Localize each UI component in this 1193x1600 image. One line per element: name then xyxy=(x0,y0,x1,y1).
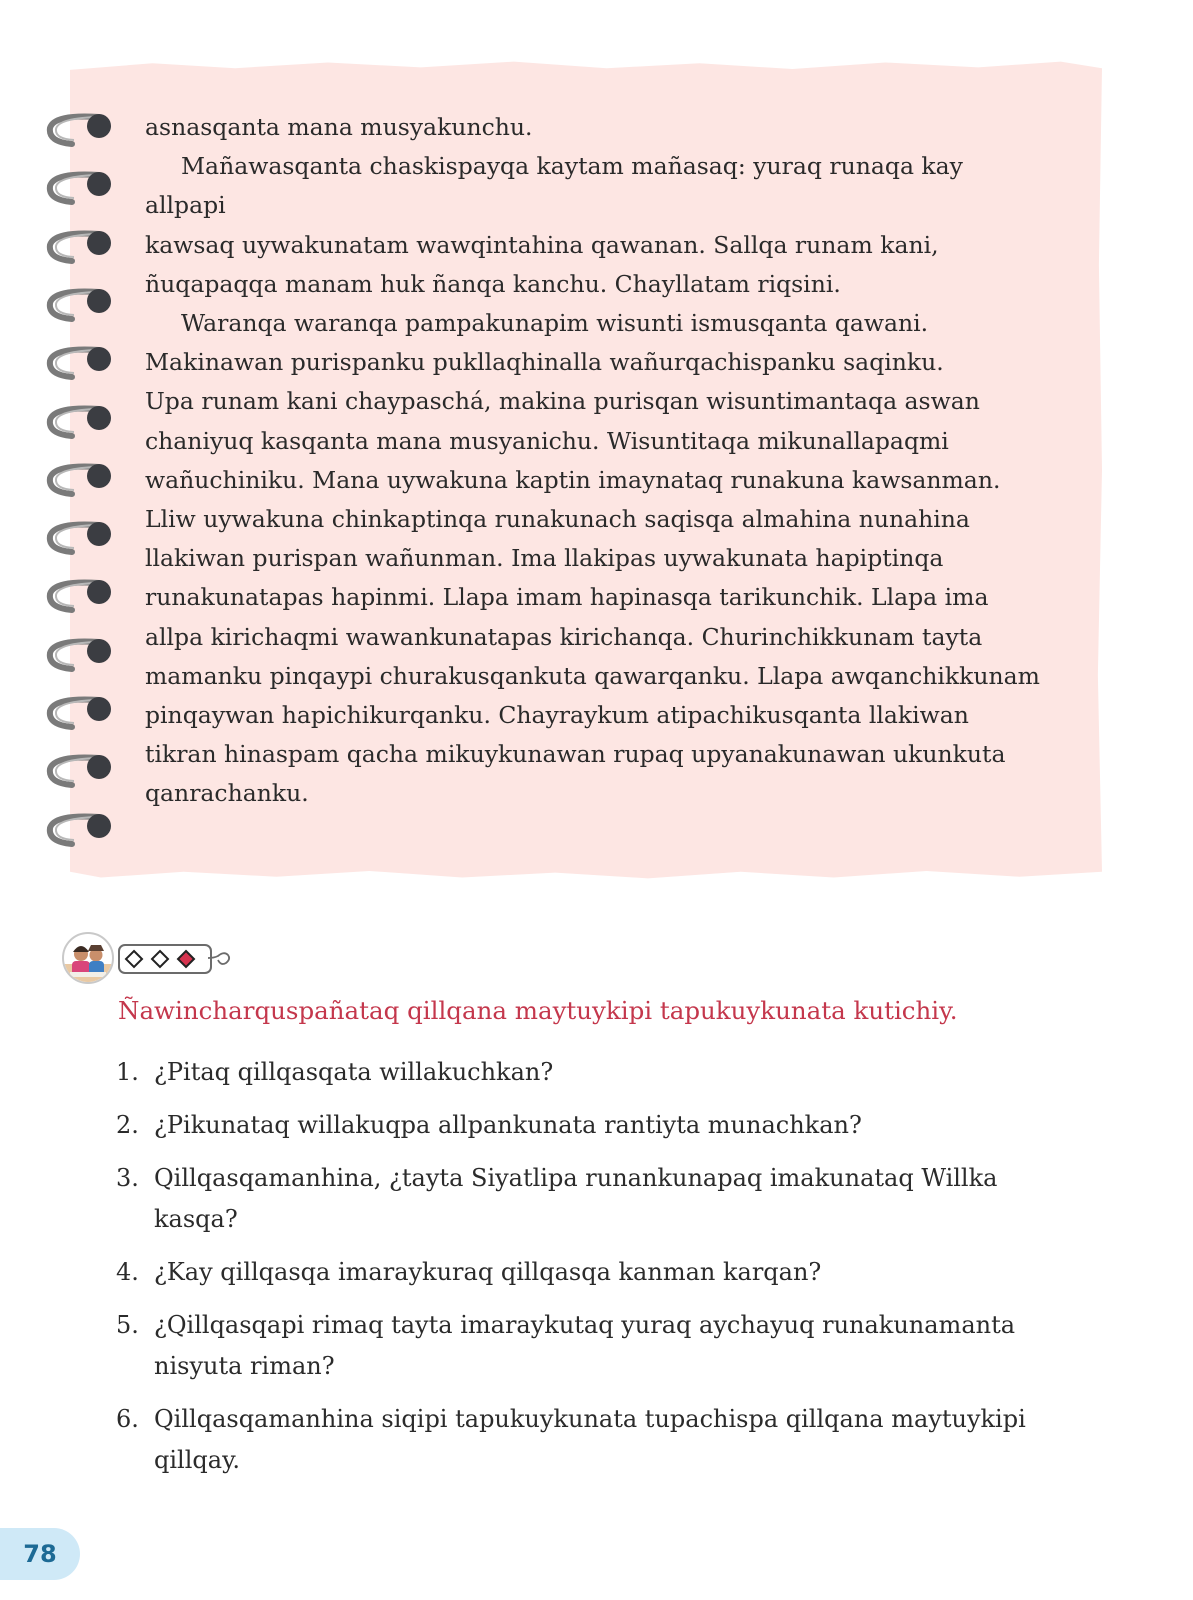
story-line: pinqaywan hapichikurqanku. Chayraykum atipachikusqanta llakiwan xyxy=(145,701,969,730)
spiral-ring-icon xyxy=(44,110,124,160)
question-number: 6. xyxy=(116,1405,139,1433)
spiral-ring-icon xyxy=(44,402,124,452)
story-line: tikran hinaspam qacha mikuykunawan rupaq upyanakunawan ukunkuta xyxy=(145,740,1006,769)
difficulty-tag xyxy=(118,944,212,974)
story-paragraph xyxy=(145,108,1045,147)
diamond-icon xyxy=(152,951,168,967)
students-icon xyxy=(62,932,114,984)
spiral-ring-icon xyxy=(44,518,124,568)
story-line: ñuqapaqqa manam huk ñanqa kanchu. Chayllatam riqsini. xyxy=(145,269,841,298)
question-number: 5. xyxy=(116,1311,139,1339)
question-number: 2. xyxy=(116,1111,139,1139)
activity-header xyxy=(62,932,242,984)
spiral-ring-icon xyxy=(44,635,124,685)
story-line: mamanku pinqaypi churakusqankuta qawarqanku. Llapa awqanchikkunam xyxy=(145,661,1040,690)
story-text xyxy=(145,108,1045,814)
question-item xyxy=(116,1305,1036,1387)
question-number: 3. xyxy=(116,1164,139,1192)
story-line: wañuchiniku. Mana uywakuna kaptin imaynataq runakuna kawsanman. xyxy=(145,465,1001,494)
question-number: 4. xyxy=(116,1258,139,1286)
question-item xyxy=(116,1052,1036,1093)
spiral-ring-icon xyxy=(44,810,124,860)
question-item xyxy=(116,1252,1036,1293)
diamond-icon xyxy=(126,951,142,967)
story-line: chaniyuq kasqanta mana musyanichu. Wisuntitaqa mikunallapaqmi xyxy=(145,426,949,455)
diamond-icon xyxy=(178,951,194,967)
story-line: qanrachanku. xyxy=(145,779,309,808)
activity-instruction: Ñawincharquspañataq qillqana maytuykipi tapukuykunata kutichiy. xyxy=(118,996,958,1025)
story-line: Makinawan purispanku pukllaqhinalla wañurqachispanku saqinku. xyxy=(145,348,944,377)
spiral-ring-icon xyxy=(44,693,124,743)
spiral-ring-icon xyxy=(44,168,124,218)
spiral-ring-icon xyxy=(44,751,124,801)
story-paragraph xyxy=(145,304,1045,343)
question-text: Qillqasqamanhina, ¿tayta Siyatlipa runankunapaq imakunataq Willka kasqa? xyxy=(154,1164,998,1233)
story-paragraph xyxy=(145,147,1045,186)
question-list xyxy=(116,1052,1036,1493)
story-line: allpapi xyxy=(145,191,226,220)
spiral-ring-icon xyxy=(44,460,124,510)
spiral-binding xyxy=(44,110,124,830)
question-text: ¿Kay qillqasqa imaraykuraq qillqasqa kanman karqan? xyxy=(154,1258,822,1286)
story-line: kawsaq uywakunatam wawqintahina qawanan. Sallqa runam kani, xyxy=(145,230,939,259)
question-item xyxy=(116,1158,1036,1240)
page-number: 78 xyxy=(0,1528,80,1580)
story-paragraph xyxy=(145,343,1045,813)
spiral-ring-icon xyxy=(44,343,124,393)
story-line: Waranqa waranqa pampakunapim wisunti ismusqanta qawani. xyxy=(181,309,929,338)
question-text: ¿Qillqasqapi rimaq tayta imaraykutaq yuraq aychayuq runakunamanta nisyuta riman? xyxy=(154,1311,1016,1380)
story-line: asnasqanta mana musyakunchu. xyxy=(145,113,533,141)
story-line: Lliw uywakuna chinkaptinqa runakunach saqisqa almahina nunahina xyxy=(145,505,970,534)
story-line: allpa kirichaqmi wawankunatapas kirichanqa. Churinchikkunam tayta xyxy=(145,622,983,651)
question-item xyxy=(116,1105,1036,1146)
spiral-ring-icon xyxy=(44,227,124,277)
question-item xyxy=(116,1399,1036,1481)
story-paragraph xyxy=(145,186,1045,304)
spiral-ring-icon xyxy=(44,576,124,626)
story-line: runakunatapas hapinmi. Llapa imam hapinasqa tarikunchik. Llapa ima xyxy=(145,583,989,612)
spiral-ring-icon xyxy=(44,285,124,335)
story-line: Upa runam kani chaypaschá, makina purisqan wisuntimantaqa aswan xyxy=(145,387,980,416)
question-number: 1. xyxy=(116,1058,139,1086)
question-text: ¿Pitaq qillqasqata willakuchkan? xyxy=(154,1058,554,1086)
story-line: llakiwan purispan wañunman. Ima llakipas uywakunata hapiptinqa xyxy=(145,544,944,573)
question-text: ¿Pikunataq willakuqpa allpankunata rantiyta munachkan? xyxy=(154,1111,862,1139)
story-line: Mañawasqanta chaskispayqa kaytam mañasaq: yuraq runaqa kay xyxy=(181,152,963,181)
tag-string-icon xyxy=(206,948,232,968)
question-text: Qillqasqamanhina siqipi tapukuykunata tupachispa qillqana maytuykipi qillqay. xyxy=(154,1405,1026,1474)
